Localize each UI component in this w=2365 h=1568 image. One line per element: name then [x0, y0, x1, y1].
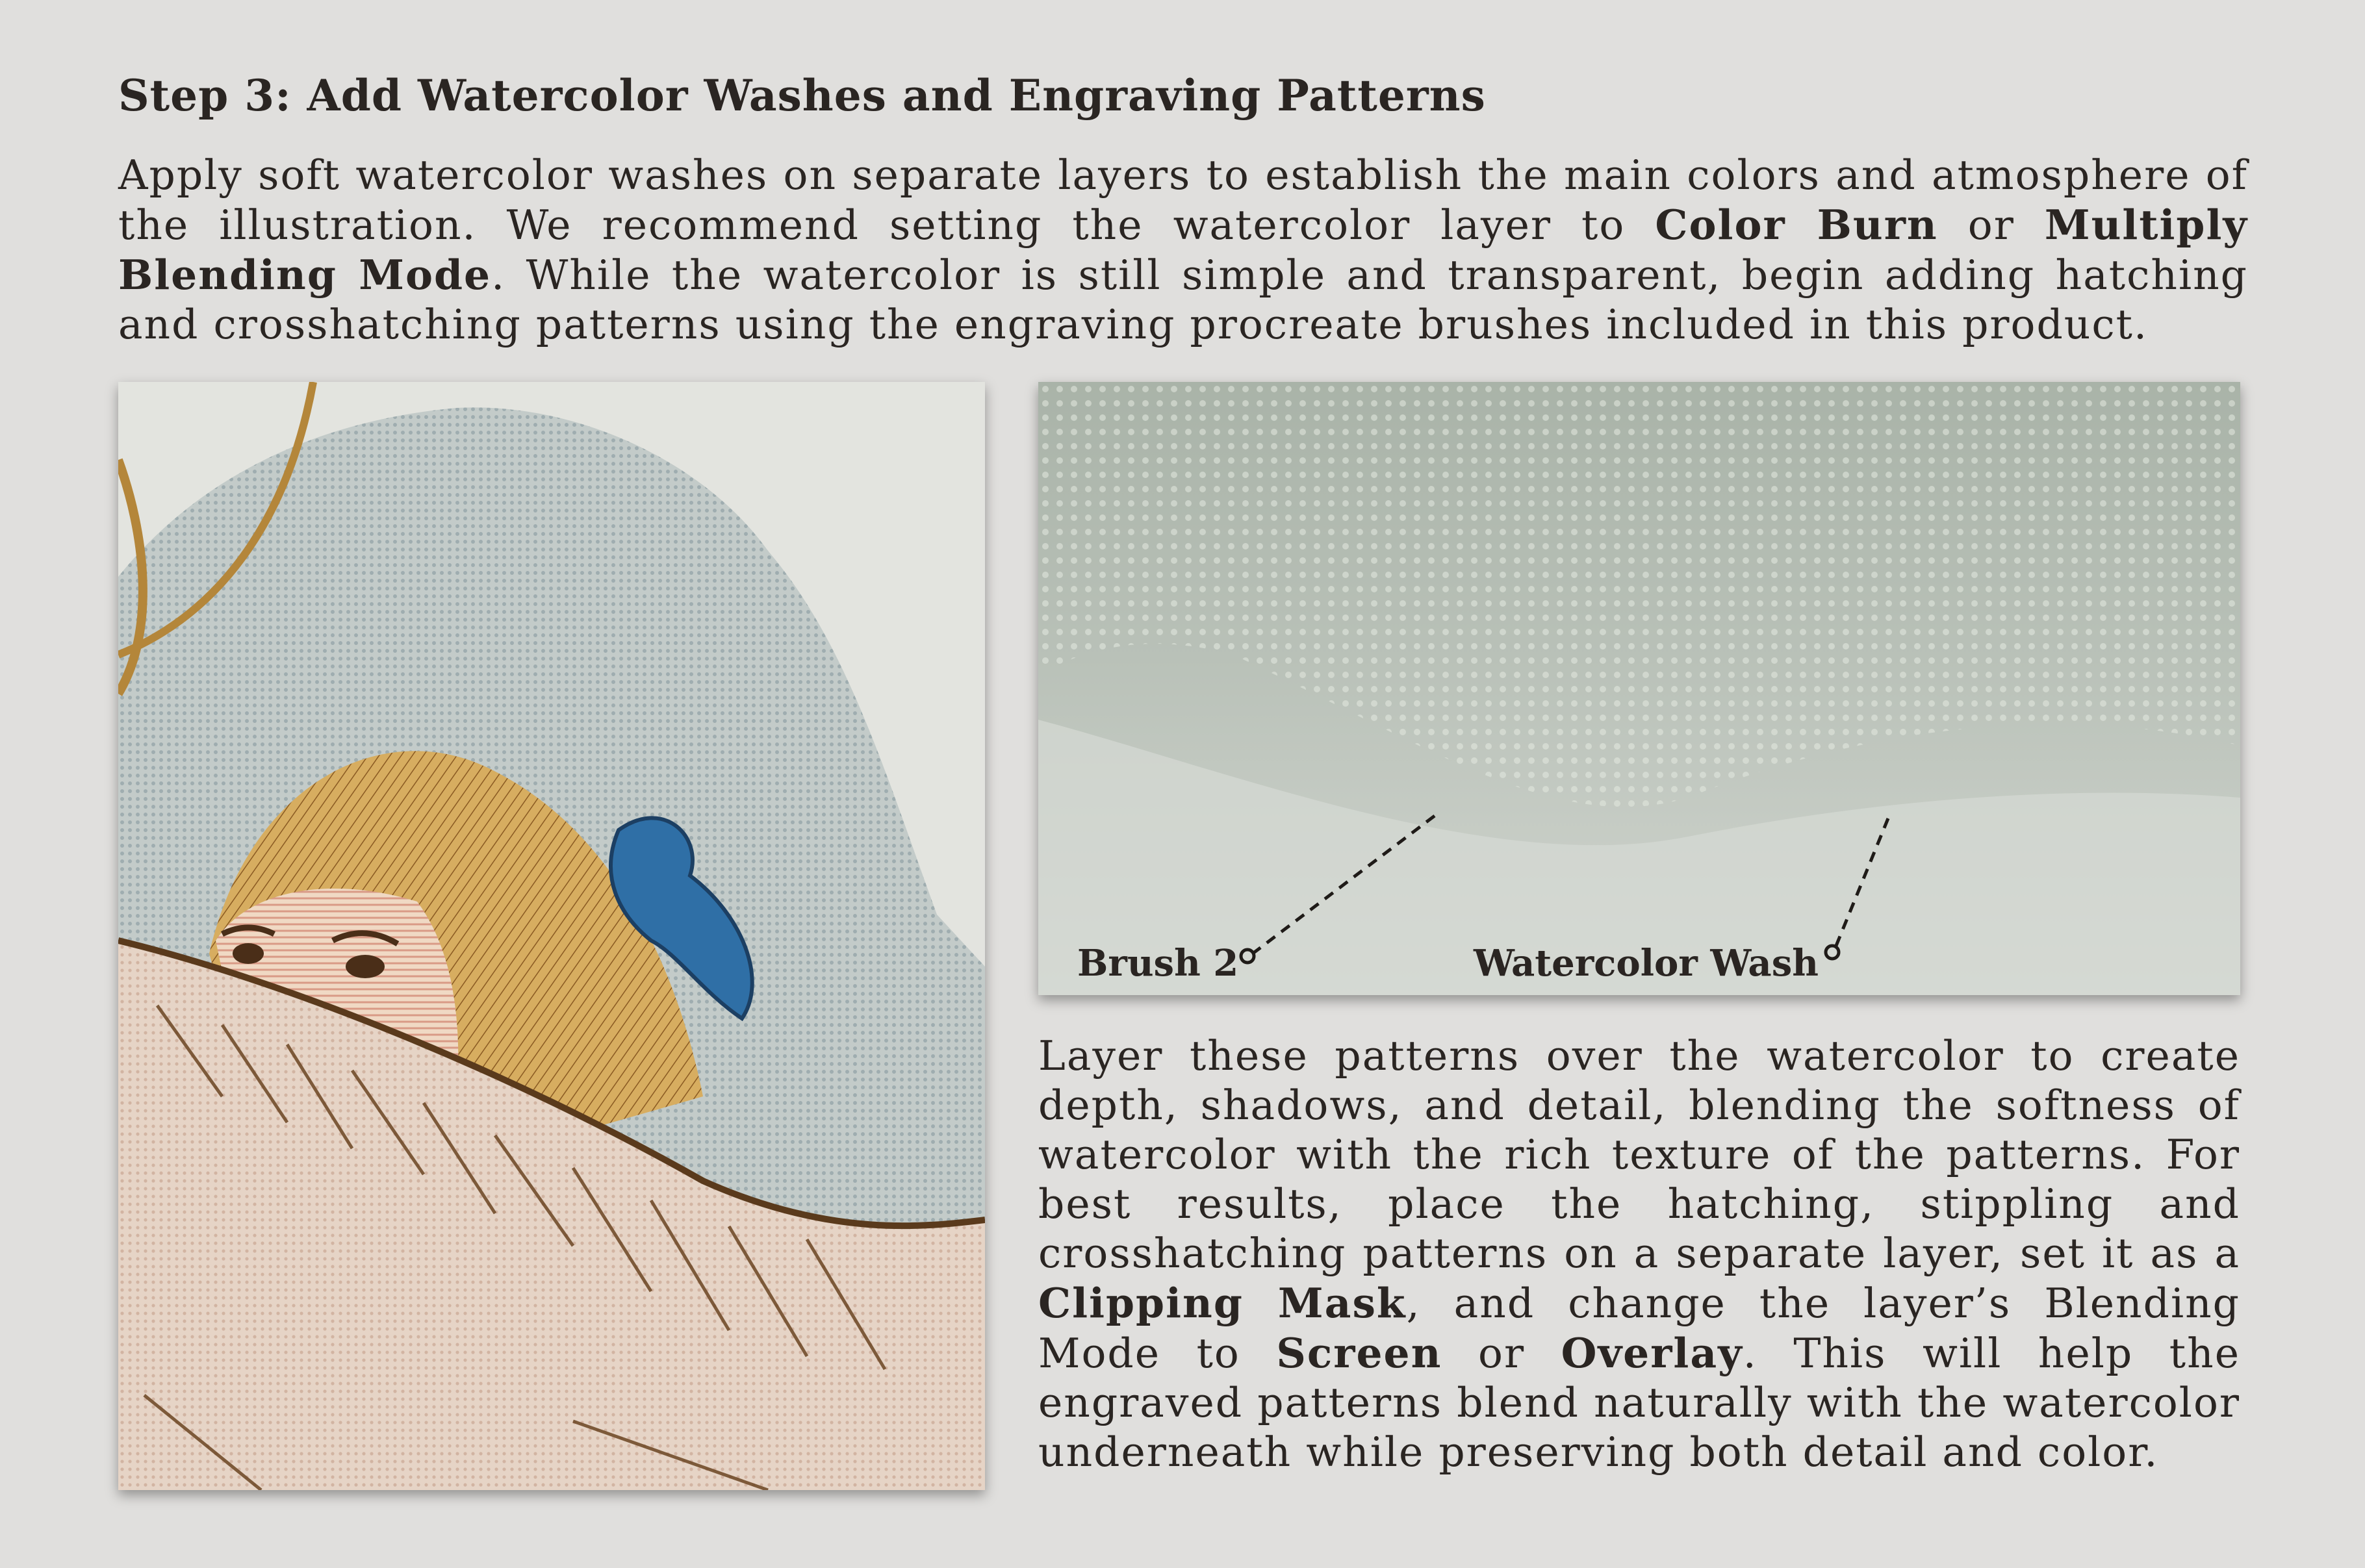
brush-pointer-dot — [1241, 950, 1254, 963]
step-title: Step 3: Add Watercolor Washes and Engraving Patterns — [118, 70, 1486, 121]
intro-paragraph — [118, 151, 2248, 349]
pattern-texture-sample — [1038, 382, 2240, 995]
intro-bold-color-burn: Color Burn — [1655, 201, 1938, 249]
brush-pointer-line — [1253, 816, 1435, 954]
watercolor-wash-label: Watercolor Wash — [1474, 942, 1819, 985]
brush-2-label: Brush 2 — [1077, 942, 1239, 985]
intro-text-1: Apply soft watercolor washes on separate layers to establish the main colors and atmosphere of the illustration. We recommend setting the watercolor layer to — [118, 151, 2248, 249]
intro-text-2: or — [1937, 201, 2045, 249]
body-bold-overlay: Overlay — [1561, 1329, 1743, 1377]
wash-pointer-line — [1836, 818, 1888, 946]
body-text-3: or — [1442, 1330, 1561, 1377]
body-bold-screen: Screen — [1276, 1329, 1442, 1377]
body-text-2: , and change the layer’s Blending Mode to — [1038, 1280, 2241, 1377]
body-text-1: Layer these patterns over the watercolor to create depth, shadows, and detail, blending the softness of watercolor with the rich texture of the patterns. For best results, place the hatching, stippling and crosshatching patterns on a separate layer, set it as a — [1038, 1032, 2240, 1277]
wash-pointer-dot — [1826, 946, 1839, 959]
intro-text-3: . While the watercolor is still simple and transparent, begin adding hatching and crosshatching patterns using the engraving procreate brushes included in this product. — [118, 251, 2248, 348]
intro-bold-multiply: Multiply Blending Mode — [118, 201, 2248, 299]
layering-instructions-paragraph — [1038, 1031, 2240, 1477]
body-text-4: . This will help the engraved patterns blend naturally with the watercolor underneath while preserving both detail and color. — [1038, 1330, 2240, 1476]
engraving-illustration-image — [118, 382, 985, 1490]
body-bold-clipping-mask: Clipping Mask — [1038, 1279, 1407, 1327]
